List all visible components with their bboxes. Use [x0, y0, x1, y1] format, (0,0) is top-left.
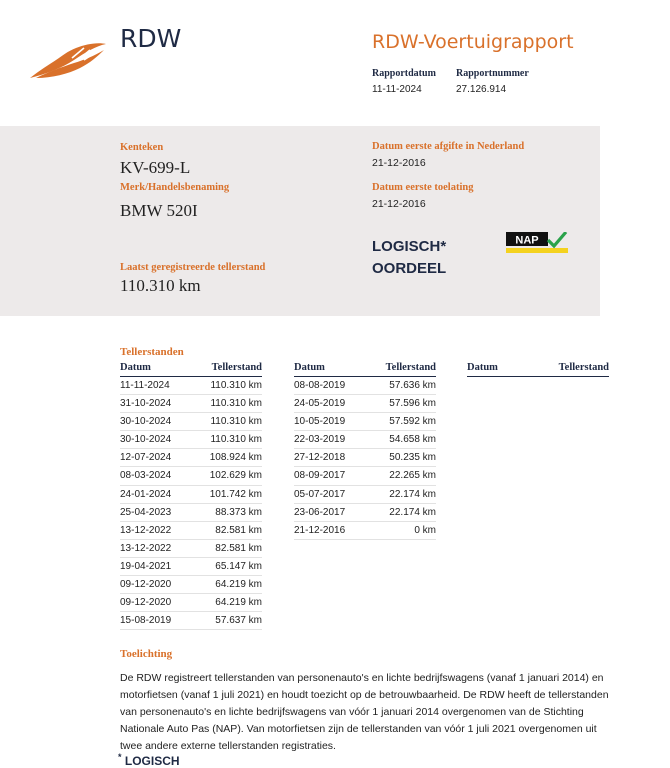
row-date: 08-09-2017 [294, 470, 346, 482]
table-row [294, 431, 436, 449]
row-date: 10-05-2019 [294, 416, 346, 428]
table-header [294, 362, 436, 377]
row-reading: 110.310 km [210, 380, 262, 391]
table-row [120, 395, 262, 413]
row-reading: 108.924 km [209, 452, 262, 464]
col-reading-header: Tellerstand [385, 362, 436, 373]
odometer-label: Laatst geregistreerde tellerstand [120, 262, 266, 273]
row-date: 08-08-2019 [294, 380, 346, 391]
row-reading: 64.219 km [215, 597, 262, 609]
footnote [118, 752, 180, 768]
brand-name: RDW [120, 24, 182, 53]
row-reading: 57.596 km [389, 398, 436, 410]
row-date: 24-05-2019 [294, 398, 346, 410]
table-row [294, 413, 436, 431]
row-date: 13-12-2022 [120, 524, 172, 536]
row-reading: 110.310 km [210, 398, 262, 410]
col-date-header: Datum [467, 362, 498, 373]
row-date: 09-12-2020 [120, 579, 172, 591]
rdw-logo-icon [28, 38, 108, 82]
footnote-mark: * [118, 752, 122, 762]
row-date: 13-12-2022 [120, 542, 172, 554]
table-row [120, 504, 262, 522]
row-date: 24-01-2024 [120, 488, 172, 500]
row-reading: 82.581 km [215, 524, 262, 536]
footnote-label: LOGISCH [124, 754, 180, 768]
col-date-header: Datum [120, 362, 151, 373]
table-row [120, 576, 262, 594]
table-row [120, 431, 262, 449]
row-reading: 110.310 km [210, 416, 262, 428]
table-row [294, 395, 436, 413]
table-header [120, 362, 262, 377]
table-row [294, 467, 436, 485]
row-reading: 57.637 km [215, 615, 262, 627]
row-reading: 22.174 km [389, 506, 436, 518]
report-date-block [372, 68, 436, 95]
col-reading-header: Tellerstand [211, 362, 262, 373]
report-number-value: 27.126.914 [456, 84, 507, 95]
table-row [294, 522, 436, 540]
report-date-label: Rapportdatum [372, 68, 436, 79]
row-date: 15-08-2019 [120, 615, 172, 627]
plate-value: KV-699-L [120, 158, 191, 177]
row-date: 05-07-2017 [294, 488, 346, 500]
first-nl-label: Datum eerste afgifte in Nederland [372, 141, 525, 152]
verdict-line1: LOGISCH* [372, 238, 447, 255]
row-date: 25-04-2023 [120, 506, 172, 518]
row-date: 22-03-2019 [294, 434, 346, 446]
first-admission-value: 21-12-2016 [372, 198, 426, 210]
table-row [294, 504, 436, 522]
first-admission-label: Datum eerste toelating [372, 182, 474, 193]
report-number-block [456, 68, 529, 95]
row-reading: 57.636 km [389, 380, 436, 391]
table-row [120, 449, 262, 467]
table-row [294, 377, 436, 395]
nap-check-icon [506, 232, 568, 254]
row-reading: 54.658 km [389, 434, 436, 446]
table-row [294, 486, 436, 504]
make-label: Merk/Handelsbenaming [120, 182, 230, 193]
odometer-table-3 [467, 362, 609, 377]
row-reading: 22.174 km [389, 488, 436, 500]
table-row [120, 522, 262, 540]
table-row [120, 612, 262, 630]
table-row [120, 594, 262, 612]
tellerstanden-title: Tellerstanden [120, 346, 184, 358]
odometer-value: 110.310 km [120, 276, 201, 295]
row-reading: 65.147 km [215, 560, 262, 572]
verdict-line2: OORDEEL [372, 260, 447, 277]
table-row [120, 377, 262, 395]
row-date: 09-12-2020 [120, 597, 172, 609]
row-date: 21-12-2016 [294, 524, 346, 536]
verdict [372, 236, 446, 280]
row-date: 08-03-2024 [120, 470, 172, 482]
report-date-value: 11-11-2024 [372, 84, 422, 95]
toelichting-title: Toelichting [120, 648, 173, 660]
row-date: 11-11-2024 [120, 380, 170, 391]
row-reading: 82.581 km [215, 542, 262, 554]
table-row [120, 540, 262, 558]
row-date: 12-07-2024 [120, 452, 172, 464]
row-reading: 101.742 km [209, 488, 262, 500]
row-date: 31-10-2024 [120, 398, 172, 410]
table-header [467, 362, 609, 377]
odometer-table-1 [120, 362, 262, 630]
row-reading: 22.265 km [389, 470, 436, 482]
row-reading: 50.235 km [389, 452, 436, 464]
table-row [294, 449, 436, 467]
row-reading: 110.310 km [210, 434, 262, 446]
nap-badge-text: NAP [515, 234, 539, 247]
row-reading: 64.219 km [215, 579, 262, 591]
table-row [120, 413, 262, 431]
vehicle-info-panel [0, 126, 600, 316]
report-number-label: Rapportnummer [456, 68, 529, 79]
row-reading: 0 km [414, 524, 436, 536]
plate-label: Kenteken [120, 142, 164, 153]
row-date: 23-06-2017 [294, 506, 346, 518]
col-date-header: Datum [294, 362, 325, 373]
toelichting-text: De RDW registreert tellerstanden van personenauto's en lichte bedrijfswagens (vanaf 1 januari 2014) en motorfietsen (vanaf 1 juli 2021) en houdt toezicht op de betrouwbaarheid. De RDW heeft de tellerstanden van personenauto's en lichte bedrijfswagens van vóór 1 januari 2014 overgenomen van de Stichting Nationale Auto Pas (NAP). Van motorfietsen zijn de tellerstanden van vóór 1 juli 2021 overgenomen uit twee andere externe tellerstanden registraties. [120, 672, 609, 752]
row-date: 19-04-2021 [120, 560, 172, 572]
odometer-table-2 [294, 362, 436, 540]
row-date: 30-10-2024 [120, 416, 172, 428]
row-reading: 102.629 km [209, 470, 262, 482]
first-nl-value: 21-12-2016 [372, 157, 426, 169]
table-row [120, 467, 262, 485]
make-value: BMW 520I [120, 201, 198, 220]
row-reading: 57.592 km [389, 416, 436, 428]
report-title: RDW-Voertuigrapport [372, 31, 574, 53]
table-row [120, 486, 262, 504]
col-reading-header: Tellerstand [558, 362, 609, 373]
row-date: 27-12-2018 [294, 452, 346, 464]
row-reading: 88.373 km [215, 506, 262, 518]
row-date: 30-10-2024 [120, 434, 172, 446]
table-row [120, 558, 262, 576]
